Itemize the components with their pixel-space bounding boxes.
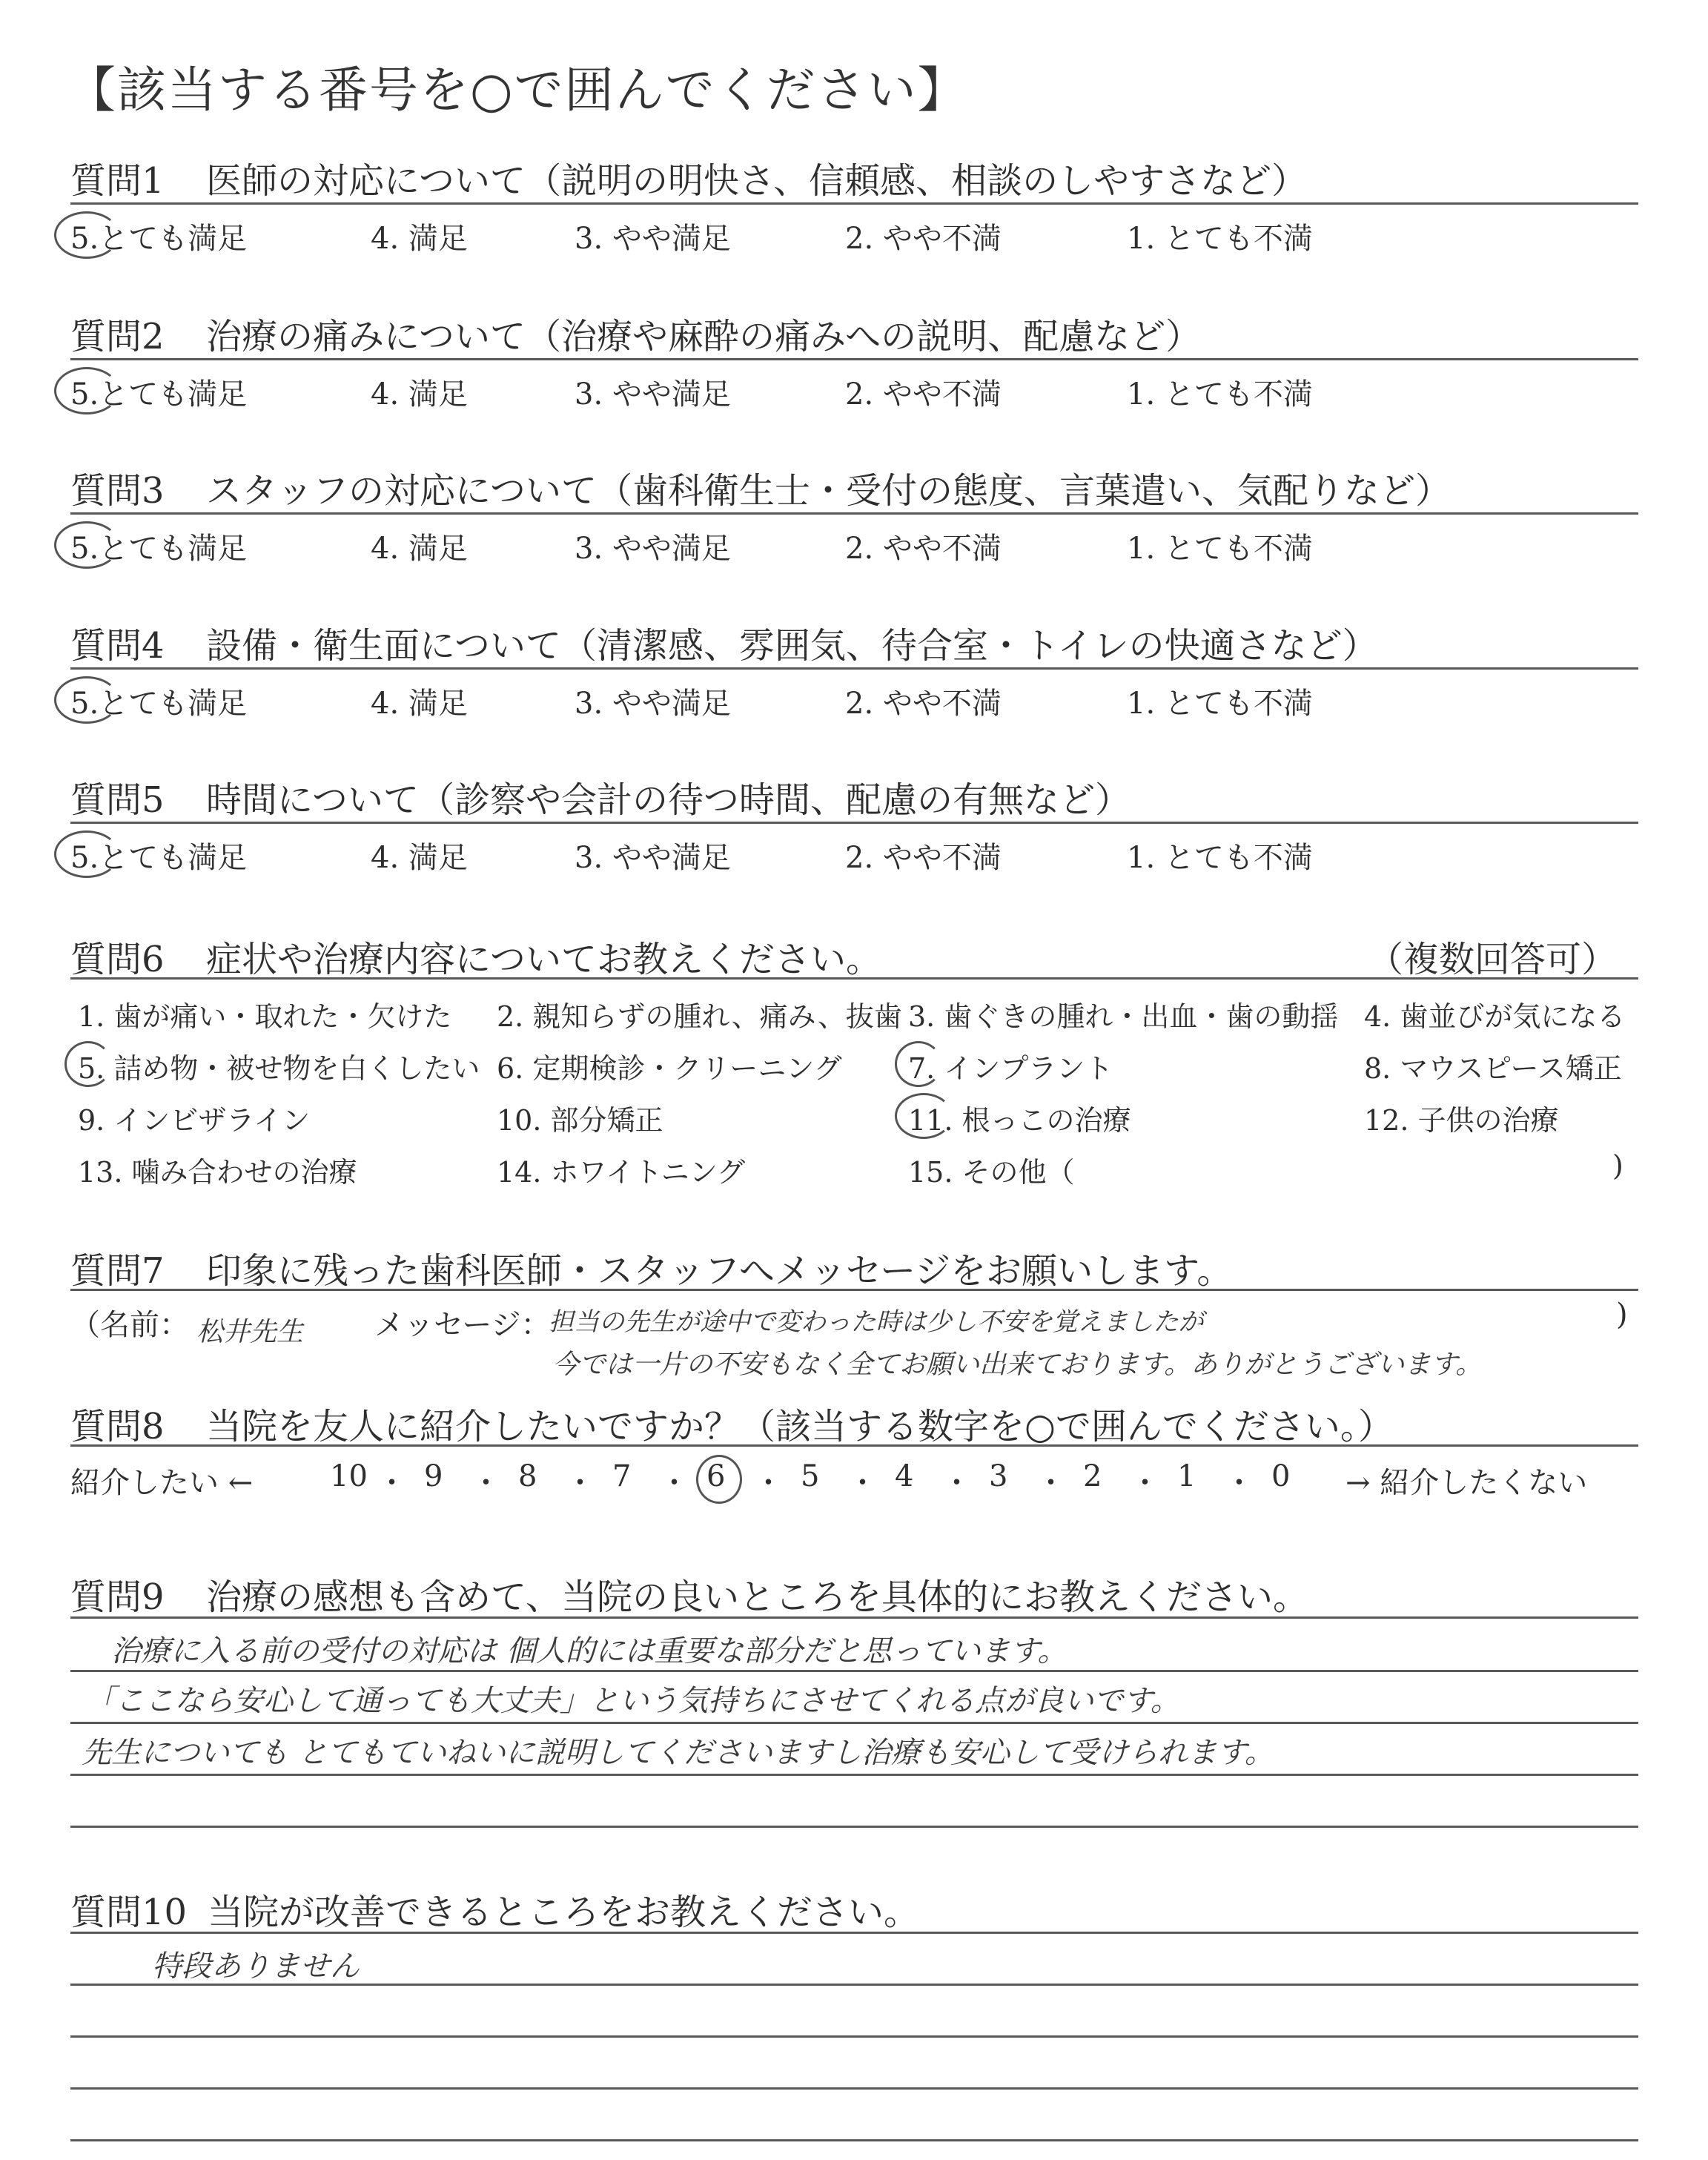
q1-selection-circle: [54, 211, 119, 259]
q5-option-1[interactable]: 1. とても不満: [1127, 841, 1313, 875]
q4-option-2[interactable]: 2. やや不満: [845, 687, 1002, 721]
q6-option-6[interactable]: 6. 定期検診・クリーニング: [497, 1052, 842, 1085]
q8-scale-1[interactable]: 1: [1177, 1459, 1196, 1493]
q3-text: スタッフの対応について（歯科衛生士・受付の態度、言葉遣い、気配りなど）: [206, 470, 1452, 512]
q8-scale-2[interactable]: 2: [1083, 1459, 1102, 1493]
q6-option-5[interactable]: 5. 詰め物・被せ物を白くしたい: [78, 1052, 480, 1085]
q8-scale-0[interactable]: 0: [1271, 1459, 1291, 1493]
q6-option-9[interactable]: 9. インビザライン: [78, 1104, 311, 1137]
q2-option-5[interactable]: 5.とても満足: [70, 377, 248, 412]
q2-label: 質問2: [70, 316, 165, 357]
q3-option-5[interactable]: 5.とても満足: [70, 532, 248, 566]
q8-scale-10[interactable]: 10: [330, 1459, 368, 1493]
q8-scale-9[interactable]: 9: [424, 1459, 443, 1493]
q2-option-2[interactable]: 2. やや不満: [845, 377, 1002, 412]
q5-option-3[interactable]: 3. やや満足: [575, 841, 731, 875]
q8-scale-separator: ・: [565, 1466, 595, 1500]
q5-option-2[interactable]: 2. やや不満: [845, 841, 1002, 875]
q1-rule: [70, 202, 1638, 205]
q6-option-15[interactable]: 15. その他（: [908, 1156, 1075, 1189]
q7-text: 印象に残った歯科医師・スタッフへメッセージをお願いします。: [206, 1250, 1233, 1292]
q5-selection-circle: [54, 830, 119, 878]
q9-answer-line1[interactable]: 治療に入る前の受付の対応は 個人的には重要な部分だと思っています。: [111, 1634, 1068, 1668]
q9-rule-5: [70, 1826, 1638, 1828]
q7-name-value[interactable]: 松井先生: [196, 1317, 304, 1347]
q10-rule-3: [70, 2035, 1638, 2038]
q6-option-10[interactable]: 10. 部分矯正: [497, 1104, 663, 1137]
q8-scale-separator: ・: [941, 1466, 972, 1500]
q4-text: 設備・衛生面について（清潔感、雰囲気、待合室・トイレの快適さなど）: [206, 625, 1378, 667]
q8-scale-separator: ・: [1224, 1466, 1254, 1500]
q7-label: 質問7: [70, 1250, 165, 1292]
q9-rule-4: [70, 1774, 1638, 1776]
form-title: 【該当する番号を○で囲んでください】: [67, 62, 968, 119]
q8-selection-circle: [696, 1455, 742, 1504]
q6-option-2[interactable]: 2. 親知らずの腫れ、痛み、抜歯: [497, 1000, 902, 1033]
q2-selection-circle: [54, 367, 119, 415]
q6-option-14[interactable]: 14. ホワイトニング: [497, 1156, 746, 1189]
q2-text: 治療の痛みについて（治療や麻酔の痛みへの説明、配慮など）: [206, 316, 1202, 357]
q1-option-1[interactable]: 1. とても不満: [1127, 222, 1313, 256]
q7-close-paren: ): [1616, 1298, 1628, 1332]
q3-rule: [70, 512, 1638, 515]
q9-text: 治療の感想も含めて、当院の良いところを具体的にお教えください。: [206, 1576, 1309, 1618]
q2-option-1[interactable]: 1. とても不満: [1127, 377, 1313, 412]
q3-option-2[interactable]: 2. やや不満: [845, 532, 1002, 566]
q7-message-line1[interactable]: 担当の先生が途中で変わった時は少し不安を覚えましたが: [549, 1307, 1204, 1337]
q6-option-12[interactable]: 12. 子供の治療: [1364, 1104, 1559, 1137]
q3-selection-circle: [54, 521, 119, 569]
q8-scale-separator: ・: [753, 1466, 784, 1500]
q2-option-4[interactable]: 4. 満足: [371, 377, 468, 412]
q6-text: 症状や治療内容についてお教えください。: [206, 939, 882, 980]
q8-scale-5[interactable]: 5: [801, 1459, 820, 1493]
q1-option-3[interactable]: 3. やや満足: [575, 222, 731, 256]
q5-option-5[interactable]: 5.とても満足: [70, 841, 248, 875]
q8-scale-separator: ・: [1130, 1466, 1160, 1500]
q8-scale-6[interactable]: 6: [706, 1459, 726, 1493]
q10-rule-4: [70, 2087, 1638, 2090]
q6-label: 質問6: [70, 939, 165, 980]
q5-option-4[interactable]: 4. 満足: [371, 841, 468, 875]
q5-text: 時間について（診察や会計の待つ時間、配慮の有無など）: [206, 779, 1131, 821]
q6-option-11[interactable]: 11. 根っこの治療: [908, 1104, 1131, 1137]
q4-selection-circle: [54, 676, 119, 724]
q6-option-4[interactable]: 4. 歯並びが気になる: [1364, 1000, 1626, 1033]
q8-scale-4[interactable]: 4: [895, 1459, 914, 1493]
q2-rule: [70, 358, 1638, 360]
q6-option-13[interactable]: 13. 噛み合わせの治療: [78, 1156, 357, 1189]
q9-rule-1: [70, 1616, 1638, 1619]
q7-message-label: メッセージ：: [374, 1308, 551, 1342]
q4-option-5[interactable]: 5.とても満足: [70, 687, 248, 721]
q6-option-7[interactable]: 7. インプラント: [908, 1052, 1113, 1085]
q4-rule: [70, 667, 1638, 670]
q8-scale-separator: ・: [471, 1466, 501, 1500]
q1-option-2[interactable]: 2. やや不満: [845, 222, 1002, 256]
q8-scale-3[interactable]: 3: [989, 1459, 1008, 1493]
q1-option-4[interactable]: 4. 満足: [371, 222, 468, 256]
q4-option-1[interactable]: 1. とても不満: [1127, 687, 1313, 721]
q9-rule-3: [70, 1722, 1638, 1724]
q5-label: 質問5: [70, 779, 165, 821]
q8-right-label: → 紹介したくない: [1345, 1466, 1588, 1500]
q8-rule: [70, 1444, 1638, 1447]
q4-option-3[interactable]: 3. やや満足: [575, 687, 731, 721]
q6-selection-circle-7: [895, 1041, 942, 1087]
q9-answer-line3[interactable]: 先生についても とてもていねいに説明してくださいますし治療も安心して受けられます。: [82, 1736, 1274, 1770]
q10-label: 質問10: [70, 1892, 188, 1933]
q10-rule-5: [70, 2139, 1638, 2141]
q4-label: 質問4: [70, 625, 165, 667]
q8-scale-7[interactable]: 7: [612, 1459, 632, 1493]
q8-scale-separator: ・: [659, 1466, 689, 1500]
q1-option-5[interactable]: 5.とても満足: [70, 222, 248, 256]
q3-option-4[interactable]: 4. 満足: [371, 532, 468, 566]
q2-option-3[interactable]: 3. やや満足: [575, 377, 731, 412]
q1-text: 医師の対応について（説明の明快さ、信頼感、相談のしやすさなど）: [206, 160, 1308, 202]
q9-answer-line2[interactable]: 「ここなら安心して通っても大丈夫」という気持ちにさせてくれる点が良いです。: [85, 1684, 1180, 1718]
q6-option-3[interactable]: 3. 歯ぐきの腫れ・出血・歯の動揺: [908, 1000, 1339, 1033]
q7-message-line2[interactable]: 今では一片の不安もなく全てお願い出来ております。ありがとうございます。: [552, 1350, 1483, 1380]
q6-selection-circle-11: [895, 1093, 953, 1139]
q4-option-4[interactable]: 4. 満足: [371, 687, 468, 721]
q6-note: （複数回答可）: [1368, 939, 1618, 980]
q8-scale-8[interactable]: 8: [518, 1459, 537, 1493]
q9-rule-2: [70, 1670, 1638, 1672]
q6-other-close-paren: ): [1612, 1149, 1623, 1182]
q8-scale-separator: ・: [1036, 1466, 1066, 1500]
q7-rule: [70, 1289, 1638, 1291]
q6-rule: [70, 977, 1638, 980]
q8-left-label: 紹介したい ←: [70, 1466, 254, 1500]
q8-scale-separator: ・: [377, 1466, 407, 1500]
q6-selection-circle-5: [64, 1041, 112, 1087]
q8-scale-separator: ・: [847, 1466, 878, 1500]
q10-answer[interactable]: 特段ありません: [152, 1949, 360, 1984]
q6-option-1[interactable]: 1. 歯が痛い・取れた・欠けた: [78, 1000, 452, 1033]
q6-option-8[interactable]: 8. マウスピース矯正: [1364, 1052, 1622, 1085]
q3-label: 質問3: [70, 470, 165, 512]
q8-label: 質問8: [70, 1406, 165, 1447]
q9-label: 質問9: [70, 1576, 165, 1618]
q5-rule: [70, 822, 1638, 824]
q7-name-label: （名前：: [70, 1308, 189, 1342]
q8-text: 当院を友人に紹介したいですか？（該当する数字を○で囲んでください。）: [206, 1406, 1394, 1447]
q10-rule-1: [70, 1932, 1638, 1934]
q1-label: 質問1: [70, 160, 165, 202]
q10-text: 当院が改善できるところをお教えください。: [208, 1892, 920, 1933]
q3-option-3[interactable]: 3. やや満足: [575, 532, 731, 566]
q3-option-1[interactable]: 1. とても不満: [1127, 532, 1313, 566]
